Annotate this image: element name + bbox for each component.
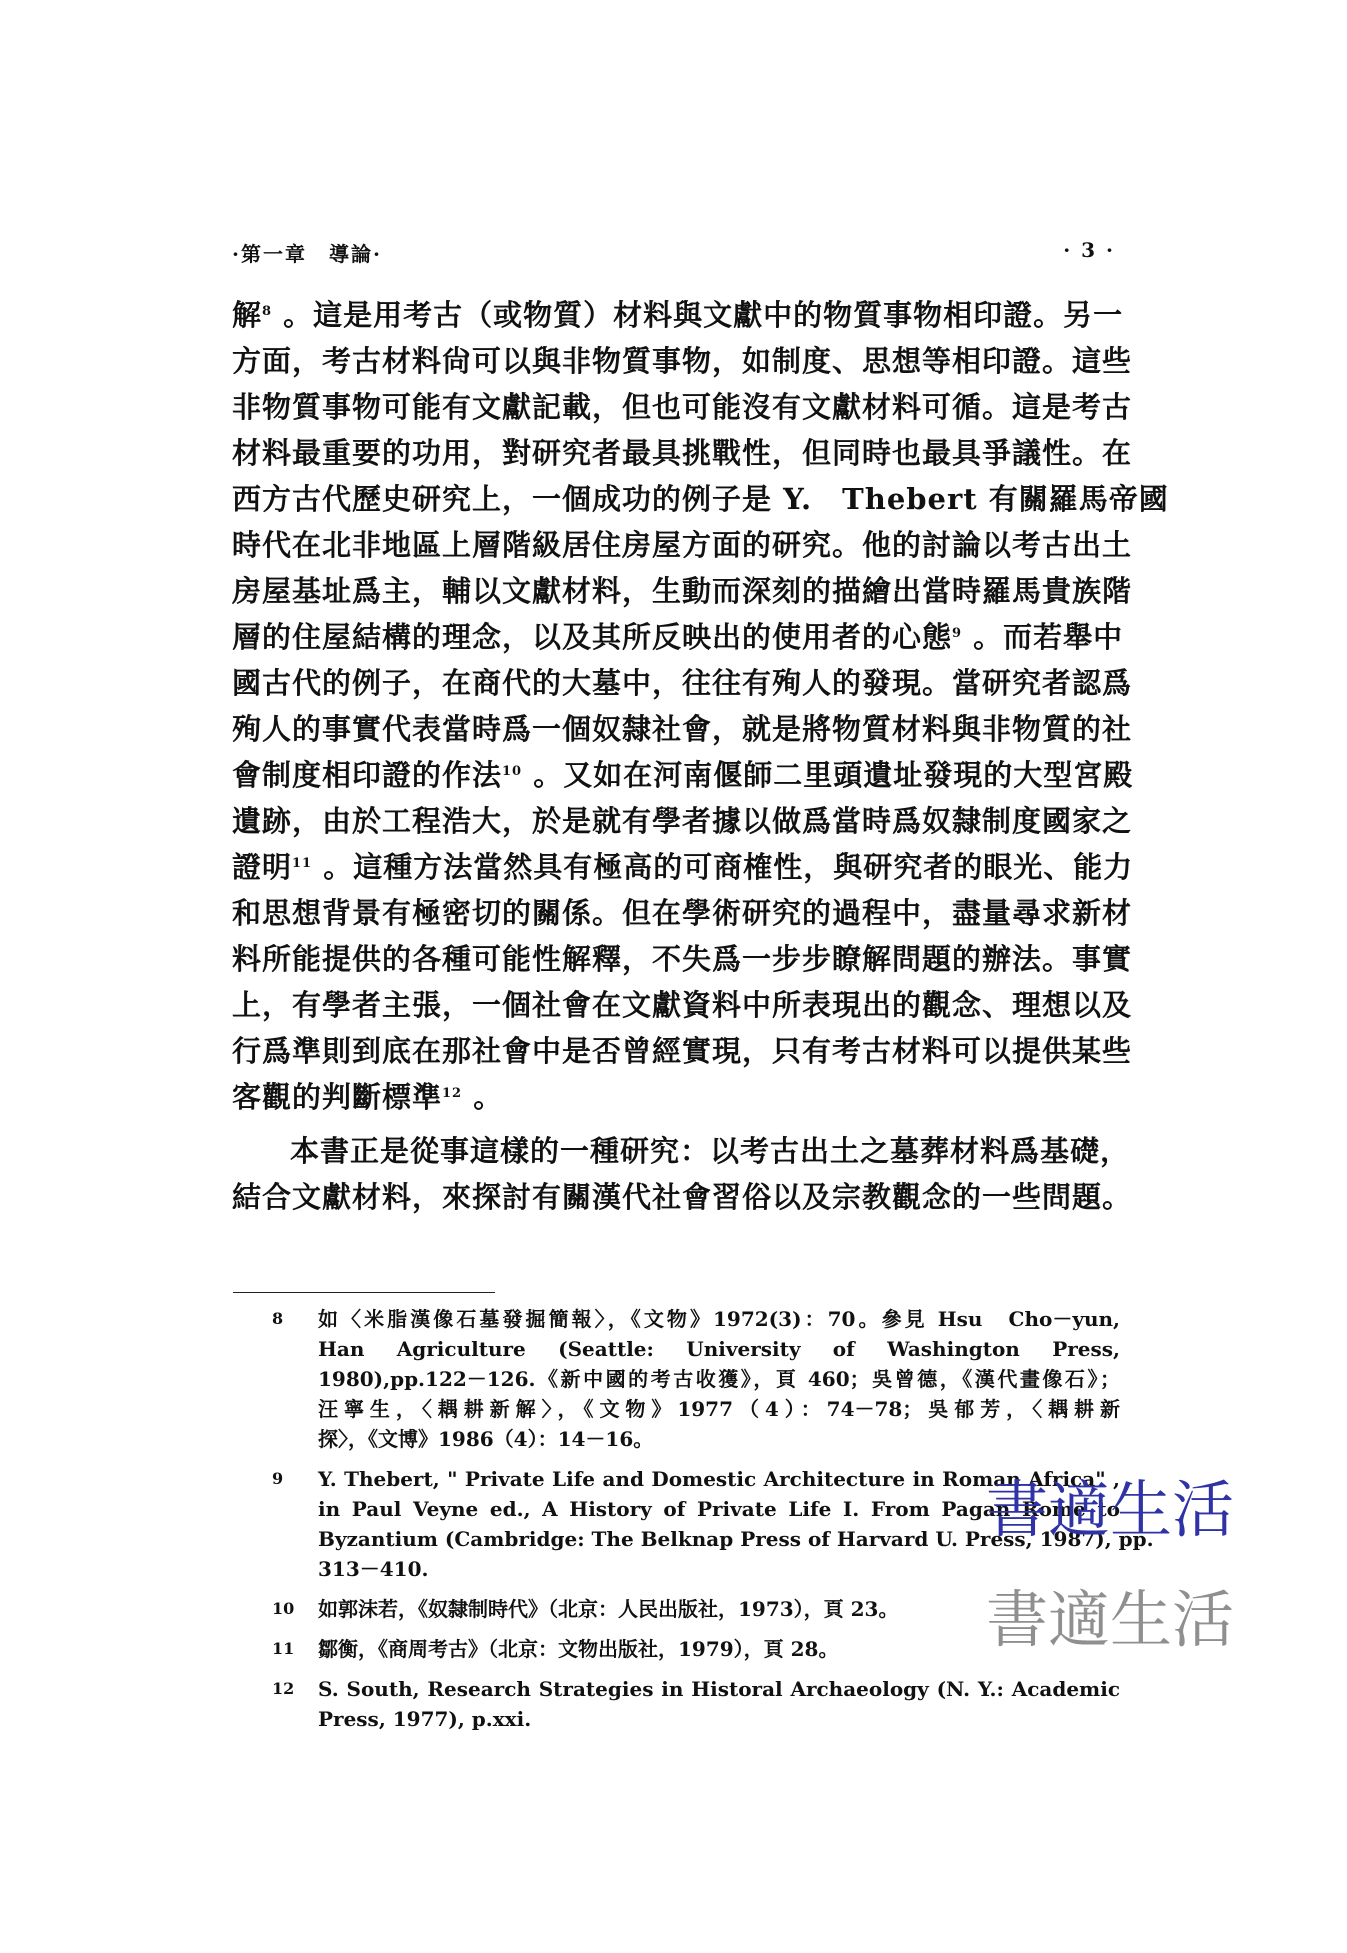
footnote-divider xyxy=(233,1292,495,1293)
text-line xyxy=(232,982,1133,1028)
text-line xyxy=(232,660,1133,706)
text-run: 。這種方法當然具有極高的可商榷性，與研究者的眼光、能力 xyxy=(312,850,1134,884)
footnote-line: 鄒衡，《商周考古》（北京：文物出版社，1979），頁 28。 xyxy=(318,1637,839,1661)
text-line xyxy=(232,338,1133,384)
footnote-number: 12 xyxy=(272,1679,295,1698)
text-run: 解 xyxy=(232,298,263,332)
text-run: 時代在北非地區上層階級居住房屋方面的研究。他的討論以考古出土 xyxy=(232,528,1133,562)
text-run: 證明 xyxy=(232,850,293,884)
text-run: 。又如在河南偃師二里頭遺址發現的大型宮殿 xyxy=(522,758,1134,792)
text-run: 本書正是從事這樣的一種研究：以考古出土之墓葬材料爲基礎， xyxy=(290,1134,1131,1168)
footnote-line: S. South, Research Strategies in Historal Archaeology (N. Y.: Academic xyxy=(318,1677,1120,1701)
text-run: 料所能提供的各種可能性解釋，不失爲一步步瞭解問題的辦法。事實 xyxy=(232,942,1133,976)
footnote-line: Byzantium (Cambridge: The Belknap Press of Harvard U. Press, 1987), pp. xyxy=(318,1527,1154,1551)
text-line xyxy=(232,522,1133,568)
text-run: 上，有學者主張，一個社會在文獻資料中所表現出的觀念、理想以及 xyxy=(232,988,1133,1022)
running-header xyxy=(232,238,1115,268)
text-line xyxy=(232,430,1133,476)
text-run: 方面，考古材料尙可以與非物質事物，如制度、思想等相印證。這些 xyxy=(232,344,1133,378)
text-run: 遺跡，由於工程浩大，於是就有學者據以做爲當時爲奴隸制度國家之 xyxy=(232,804,1133,838)
page-number: · 3 · xyxy=(1063,238,1115,262)
footnote-line: 如郭沫若，《奴隸制時代》（北京：人民出版社，1973），頁 23。 xyxy=(318,1597,899,1621)
footnote-ref: 8 xyxy=(262,304,273,319)
text-run: 。這是用考古（或物質）材料與文獻中的物質事物相印證。另一 xyxy=(272,298,1124,332)
text-run: 房屋基址爲主，輔以文獻材料，生動而深刻的描繪出當時羅馬貴族階 xyxy=(232,574,1133,608)
text-run: 西方古代歷史研究上，一個成功的例子是 Y. Thebert 有關羅馬帝國 xyxy=(232,482,1169,516)
body-text xyxy=(232,292,1169,1220)
footnote-line: 如〈米脂漢像石墓發掘簡報〉，《文物》1972(3)：70。參見 Hsu Cho－yun, xyxy=(318,1307,1120,1331)
text-line xyxy=(232,1128,1131,1174)
footnote-ref: 10 xyxy=(502,764,523,779)
footnote-8 xyxy=(272,1304,1120,1454)
footnote-line: 汪寧生，〈耦耕新解〉，《文物》1977（4）：74－78；吳郁芳，〈耦耕新 xyxy=(318,1397,1120,1421)
text-line xyxy=(232,752,1134,798)
footnote-line: in Paul Veyne ed., A History of Private Life I. From Pagan Rome to xyxy=(318,1497,1120,1521)
text-run: 非物質事物可能有文獻記載，但也可能沒有文獻材料可循。這是考古 xyxy=(232,390,1133,424)
text-line xyxy=(232,292,1124,338)
text-line xyxy=(232,798,1133,844)
text-run: 結合文獻材料，來探討有關漢代社會習俗以及宗教觀念的一些問題。 xyxy=(232,1180,1133,1214)
paragraph-1 xyxy=(232,292,1169,1120)
text-line xyxy=(232,844,1134,890)
footnote-line: Y. Thebert, " Private Life and Domestic Architecture in Roman Africa" , xyxy=(318,1467,1120,1491)
footnote-line: 313－410. xyxy=(318,1557,429,1581)
text-run: 國古代的例子，在商代的大墓中，往往有殉人的發現。當研究者認爲 xyxy=(232,666,1133,700)
text-run: 和思想背景有極密切的關係。但在學術研究的過程中，盡量尋求新材 xyxy=(232,896,1133,930)
text-run: 客觀的判斷標準 xyxy=(232,1080,443,1114)
text-run: 材料最重要的功用，對研究者最具挑戰性，但同時也最具爭議性。在 xyxy=(232,436,1133,470)
text-run: 行爲準則到底在那社會中是否曾經實現，只有考古材料可以提供某些 xyxy=(232,1034,1133,1068)
text-run: 層的住屋結構的理念，以及其所反映出的使用者的心態 xyxy=(232,620,953,654)
footnote-number: 8 xyxy=(272,1309,284,1328)
text-line xyxy=(232,706,1133,752)
text-line xyxy=(232,1074,1120,1120)
text-line xyxy=(232,890,1133,936)
text-line xyxy=(232,936,1133,982)
footnote-12 xyxy=(272,1674,1120,1734)
chapter-title: ·第一章 導論· xyxy=(232,242,382,266)
text-run: 殉人的事實代表當時爲一個奴隸社會，就是將物質材料與非物質的社 xyxy=(232,712,1133,746)
footnote-ref: 12 xyxy=(442,1086,463,1101)
text-line xyxy=(232,614,1124,660)
watermark-blue: 書適生活 xyxy=(986,1473,1235,1546)
footnote-number: 10 xyxy=(272,1599,295,1618)
watermark-gray: 書適生活 xyxy=(986,1583,1235,1656)
text-run: 。而若舉中 xyxy=(962,620,1124,654)
paragraph-2 xyxy=(232,1128,1133,1220)
text-line xyxy=(232,1028,1133,1074)
text-line xyxy=(232,476,1169,522)
text-line xyxy=(232,384,1133,430)
footnote-line: Han Agriculture (Seattle: University of Washington Press, xyxy=(318,1337,1120,1361)
footnote-number: 9 xyxy=(272,1469,284,1488)
footnote-number: 11 xyxy=(272,1639,295,1658)
text-run: 。 xyxy=(462,1080,504,1114)
footnote-ref: 11 xyxy=(292,856,313,871)
footnote-line: 探〉，《文博》1986（4）：14－16。 xyxy=(318,1427,654,1451)
text-line xyxy=(232,1174,1133,1220)
footnote-ref: 9 xyxy=(952,626,963,641)
text-run: 會制度相印證的作法 xyxy=(232,758,503,792)
footnote-line: Press, 1977), p.xxi. xyxy=(318,1707,532,1731)
footnote-line: 1980),pp.122－126.《新中國的考古收獲》，頁 460；吳曾德，《漢代畫像石》； xyxy=(318,1367,1120,1391)
text-line xyxy=(232,568,1133,614)
